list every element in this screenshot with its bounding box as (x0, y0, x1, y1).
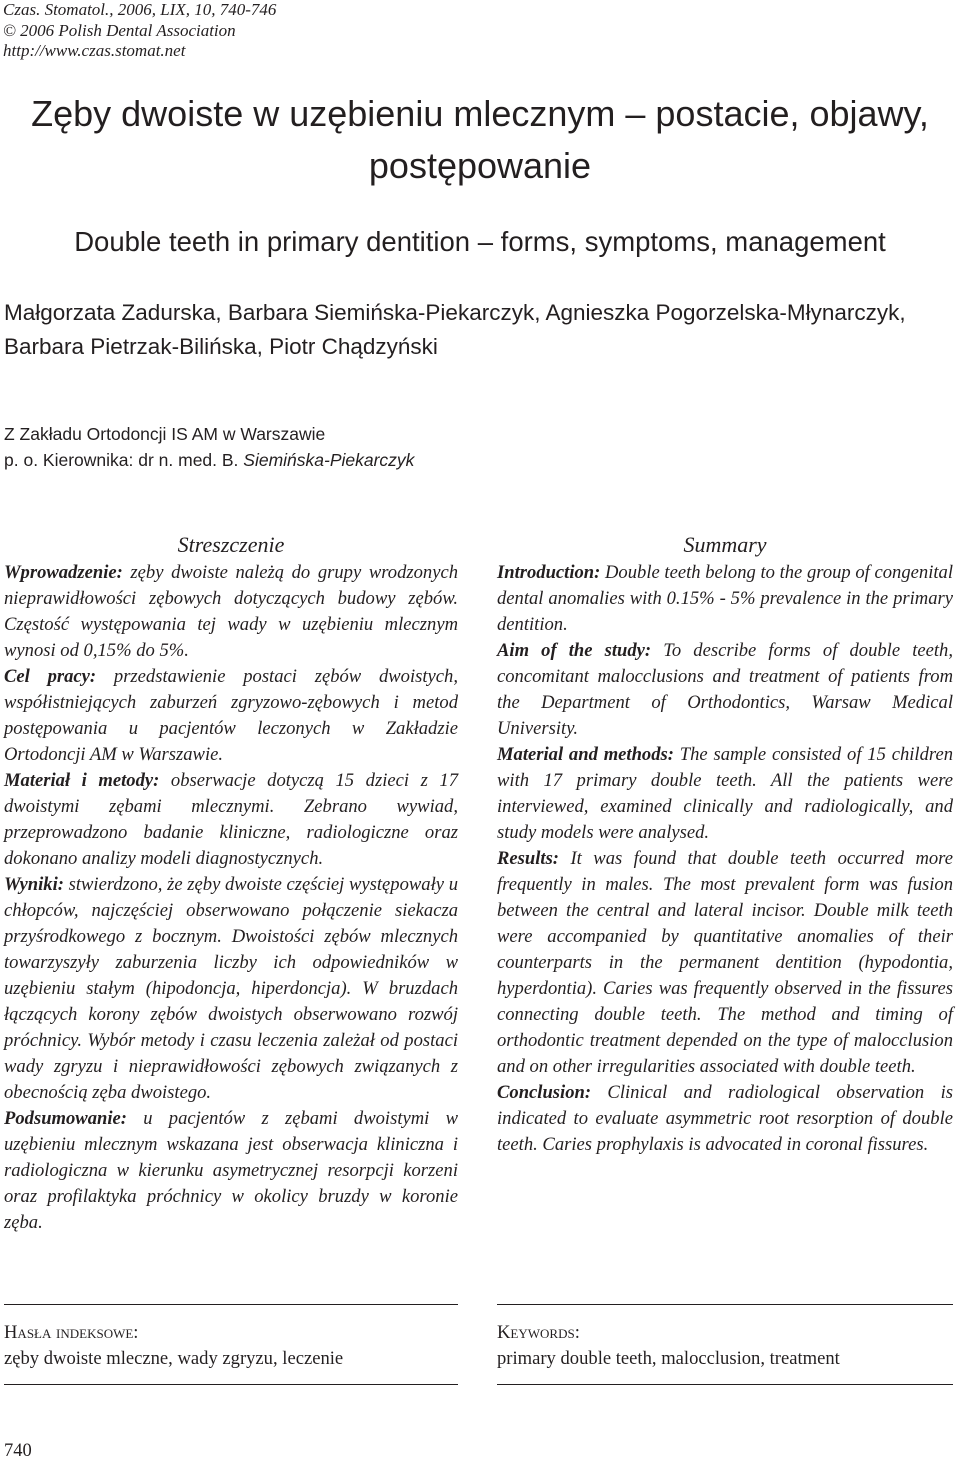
abstract-section (497, 1080, 953, 1158)
abstract-english (497, 530, 953, 1158)
journal-url: http://www.czas.stomat.net (3, 41, 186, 60)
section-text: To describe forms of double teeth, concomitant malocclusions and treatment of patients from the Department of Orthodontics, Warsaw Medical University. (497, 640, 953, 739)
department-head-name: Siemińska-Piekarczyk (243, 450, 415, 470)
section-text: u pacjentów z zębami dwoistymi w uzębieniu mlecznym wskazana jest obserwacja kliniczna i radiologiczna w kierunku asymetrycznej resorpcji korzeni oraz profilaktyka próchnicy w okolicy bruzdy w koronie zęba. (4, 1108, 458, 1233)
divider (497, 1304, 953, 1305)
affiliation (4, 421, 414, 473)
article-title-polish: Zęby dwoiste w uzębieniu mlecznym – postacie, objawy, postępowanie (31, 93, 929, 186)
section-text: stwierdzono, że zęby dwoiste częściej występowały u chłopców, najczęściej obserwowano połączenie siekacza przyśrodkowego z bocznym. Dwoistości zębów mlecznych towarzyszyły zaburzenia liczby ich odpowiedników w uzębieniu stałym (hipodoncja, hiperdoncja). W bruzdach łączących korony zębów dwoistych obserwowano rozwój próchnicy. Wybór metody i czasu leczenia zależał od postaci wady zgryzu i nieprawidłowości zębowych związanych z obecnością zęba dwoistego. (4, 874, 458, 1103)
keywords-polish-heading: Hasła indeksowe: (4, 1322, 139, 1343)
abstract-section (497, 638, 953, 742)
abstract-polish-heading: Streszczenie (177, 532, 285, 557)
abstract-section (4, 768, 458, 872)
section-label: Material and methods: (497, 744, 674, 765)
section-text: przedstawienie postaci zębów dwoistych, współistniejących zaburzeń zgryzowo-zębowych i metod postępowania u pacjentów leczonych w Zakładzie Ortodoncji AM w Warszawie. (4, 666, 458, 765)
section-label: Wprowadzenie: (4, 562, 123, 583)
section-text: It was found that double teeth occurred more frequently in males. The most prevalent form was fusion between the central and lateral incisor. Double milk teeth were accompanied by quantitative anomalies of their counterparts in the permanent dentition (hypodontia, hyperdontia). Caries was frequently observed in the fissures connecting double teeth. The method and timing of orthodontic treatment depended on the type of malocclusion and on other irregularities associated with double teeth. (497, 848, 953, 1077)
section-label: Materiał i metody: (4, 770, 160, 791)
divider (497, 1384, 953, 1385)
journal-citation: Czas. Stomatol., 2006, LIX, 10, 740-746 (3, 0, 277, 19)
section-label: Introduction: (497, 562, 601, 583)
section-text: Clinical and radiological observation is indicated to evaluate asymmetric root resorption of double teeth. Caries prophylaxis is advocated in coronal fissures. (497, 1082, 953, 1155)
department: Z Zakładu Ortodoncji IS AM w Warszawie (4, 424, 326, 444)
keywords-english-heading: Keywords: (497, 1322, 580, 1343)
abstract-section (4, 560, 458, 664)
journal-header (3, 0, 276, 62)
page-number: 740 (4, 1441, 32, 1461)
divider (4, 1384, 458, 1385)
keywords-polish-text: zęby dwoiste mleczne, wady zgryzu, leczenie (4, 1348, 344, 1369)
keywords-english-text: primary double teeth, malocclusion, treatment (497, 1348, 840, 1369)
abstract-english-heading: Summary (683, 532, 767, 557)
keywords-english (497, 1320, 953, 1372)
section-text: The sample consisted of 15 children with 17 primary double teeth. All the patients were interviewed, examined clinically and radiologically, and study models were analysed. (497, 744, 953, 843)
section-label: Cel pracy: (4, 666, 97, 687)
abstract-section (497, 560, 953, 638)
journal-copyright: © 2006 Polish Dental Association (3, 20, 236, 40)
abstract-section (497, 742, 953, 846)
section-label: Wyniki: (4, 874, 64, 895)
section-text: zęby dwoiste należą do grupy wrodzonych nieprawidłowości zębowych dotyczących budowy zębów. Częstość występowania tej wady w uzębieniu mlecznym wynosi od 0,15% do 5%. (4, 562, 458, 661)
abstract-section (4, 664, 458, 768)
author-list: Małgorzata Zadurska, Barbara Siemińska-Piekarczyk, Agnieszka Pogorzelska-Młynarczyk, Barbara Pietrzak-Bilińska, Piotr Chądzyński (4, 300, 906, 359)
section-label: Aim of the study: (497, 640, 652, 661)
section-label: Results: (497, 848, 559, 869)
section-label: Conclusion: (497, 1082, 592, 1103)
abstract-section (4, 1106, 458, 1236)
article-title-english: Double teeth in primary dentition – forms, symptoms, management (74, 226, 886, 257)
section-label: Podsumowanie: (4, 1108, 127, 1129)
keywords-polish (4, 1320, 458, 1372)
abstract-section (497, 846, 953, 1080)
department-head (4, 447, 414, 473)
abstract-polish (4, 530, 458, 1236)
section-text: Double teeth belong to the group of congenital dental anomalies with 0.15% - 5% prevalence in the primary dentition. (497, 562, 953, 635)
section-text: obserwacje dotyczą 15 dzieci z 17 dwoistymi zębami mlecznymi. Zebrano wywiad, przeprowadzono badanie kliniczne, radiologiczne oraz dokonano analizy modeli diagnostycznych. (4, 770, 458, 869)
department-head-prefix: p. o. Kierownika: dr n. med. B. (4, 450, 244, 470)
divider (4, 1304, 458, 1305)
abstract-section (4, 872, 458, 1106)
